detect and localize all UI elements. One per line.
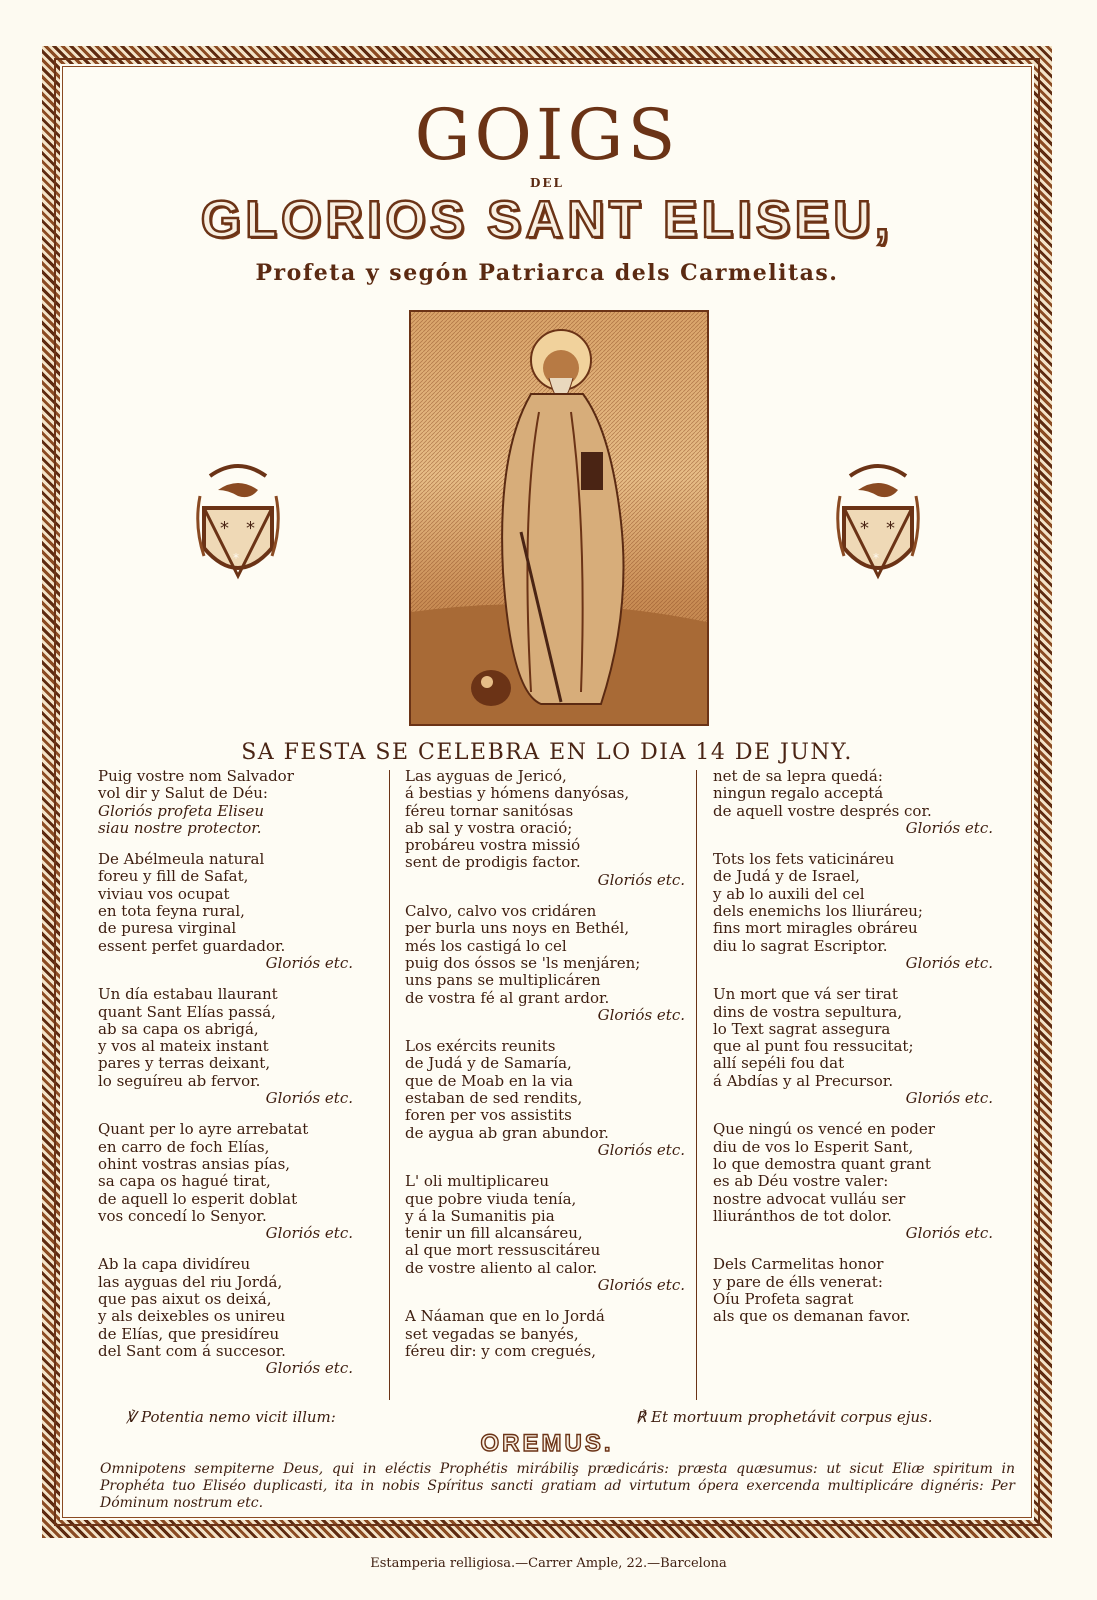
column-divider (389, 770, 390, 1400)
verse-line: dins de vostra sepultura, (713, 1002, 903, 1021)
verse-stanza (98, 986, 353, 1107)
verse-line: vos concedí lo Senyor. (98, 1206, 267, 1225)
svg-text:*: * (246, 518, 255, 539)
refrain-reference: Gloriós etc. (597, 1276, 685, 1295)
verse-line: lo que demostra quant grant (713, 1154, 931, 1173)
verse-line: féreu dir: y com cregués, (405, 1341, 597, 1360)
verse-line: Un mort que vá ser tirat (713, 985, 898, 1004)
verse-line: lo Text sagrat assegura (713, 1019, 891, 1038)
verse-line: de aquell lo esperit doblat (98, 1189, 298, 1208)
verse-line: lo seguíreu ab fervor. (98, 1071, 261, 1090)
verse-line: per burla uns noys en Bethél, (405, 919, 630, 938)
verse-line: essent perfet guardador. (98, 936, 286, 955)
verse-stanza (98, 851, 353, 972)
refrain-reference: Gloriós etc. (265, 1359, 353, 1378)
verse-line: fins mort miragles obráreu (713, 919, 918, 938)
verse-line: Quant per lo ayre arrebatat (98, 1120, 309, 1139)
verse-line: lliuránthos de tot dolor. (713, 1206, 892, 1225)
refrain-reference: Gloriós etc. (597, 1140, 685, 1159)
verse-line: Un día estabau llaurant (98, 985, 278, 1004)
verse-line: de Elías, que presidíreu (98, 1324, 280, 1343)
verse-line: dels enemichs los lliuráreu; (713, 902, 923, 921)
refrain-reference: Gloriós etc. (265, 953, 353, 972)
carmelite-coat-of-arms-left (190, 456, 286, 592)
feast-day-line: SA FESTA SE CELEBRA EN LO DIA 14 DE JUNY. (241, 740, 853, 765)
verse-line: més los castigá lo cel (405, 936, 567, 955)
versicle: ℣ Potentia nemo vicit illum: (126, 1408, 336, 1426)
verse-line: quant Sant Elías passá, (98, 1002, 276, 1021)
verse-line: diu lo sagrat Escriptor. (713, 936, 888, 955)
refrain-reference: Gloriós etc. (265, 1224, 353, 1243)
verse-line: féreu tornar sanitósas (405, 801, 574, 820)
verse-line: de vostra fé al grant ardor. (405, 988, 610, 1007)
closing-prayer: Omnipotens sempiterne Deus, qui in eléctis Prophétis mirábiliş prædicáris: præsta quæsumus: ut sicut Eliæ spiritum in Prophéta tuo Eliséo duplicasti, ita in nobis Spíritus sancti gratiam ad virtutum ópera exercenda multiplicáre dignéris: Per Dóminum nostrum etc. (100, 1461, 1015, 1511)
page-title: GOIGS (414, 94, 680, 176)
verse-line: á bestias y hómens danyósas, (405, 784, 630, 803)
verse-line: foreu y fill de Safat, (98, 867, 249, 886)
verse-line: y als deixebles os unireu (98, 1307, 286, 1326)
verse-line: ab sal y vostra oració; (405, 818, 573, 837)
verse-line: que pobre viuda tenía, (405, 1189, 577, 1208)
verse-line: tenir un fill alcansáreu, (405, 1224, 583, 1243)
verse-line: nostre advocat vulláu ser (713, 1189, 906, 1208)
verse-line: á Abdías y al Precursor. (713, 1071, 894, 1090)
verse-line: de Judá y de Israel, (713, 867, 860, 886)
carmelite-coat-of-arms-right (830, 456, 926, 592)
verse-line: viviau vos ocupat (98, 884, 230, 903)
verse-line: Puig vostre nom Salvador (98, 767, 294, 785)
verse-line: en tota feyna rural, (98, 902, 245, 921)
verse-line: estaban de sed rendits, (405, 1089, 583, 1108)
verse-line: que al punt fou ressucitat; (713, 1037, 914, 1056)
verse-line: pares y terras deixant, (98, 1054, 271, 1073)
verse-stanza (713, 768, 993, 837)
verse-line: Calvo, calvo vos cridáren (405, 902, 597, 921)
verse-stanza (405, 1038, 685, 1159)
refrain-reference: Gloriós etc. (905, 818, 993, 837)
verse-line: sent de prodigis factor. (405, 853, 581, 872)
verse-stanza (713, 851, 993, 972)
verse-line: set vegadas se banyés, (405, 1324, 579, 1343)
verse-stanza (713, 986, 993, 1107)
verse-column-3 (713, 768, 993, 1340)
verse-line: que de Moab en la via (405, 1071, 573, 1090)
verse-line: Dels Carmelitas honor (713, 1255, 884, 1274)
verse-line: L' oli multiplicareu (405, 1172, 550, 1191)
verse-stanza (98, 1256, 353, 1377)
refrain-reference: Gloriós etc. (905, 953, 993, 972)
verse-column-2 (405, 768, 685, 1374)
svg-text:*: * (220, 518, 229, 539)
title-connector: DEL (530, 176, 564, 190)
verse-line: probáreu vostra missió (405, 836, 581, 855)
refrain-line: Gloriós profeta Eliseu (98, 801, 265, 820)
verse-stanza (405, 768, 685, 889)
verse-line: del Sant com á succesor. (98, 1341, 286, 1360)
verse-line: Los exércits reunits (405, 1037, 556, 1056)
verse-line: allí sepéli fou dat (713, 1054, 845, 1073)
saint-name-heading: GLORIOS SANT ELISEU, (200, 191, 894, 249)
svg-text:*: * (873, 551, 879, 565)
refrain-reference: Gloriós etc. (905, 1089, 993, 1108)
refrain-reference: Gloriós etc. (905, 1224, 993, 1243)
verse-line: als que os demanan favor. (713, 1307, 911, 1326)
verse-line: y vos al mateix instant (98, 1037, 269, 1056)
refrain-reference: Gloriós etc. (597, 1005, 685, 1024)
verse-line: de vostre aliento al calor. (405, 1258, 598, 1277)
verse-line: ningun regalo acceptá (713, 784, 884, 803)
verse-line: de puresa virginal (98, 919, 237, 938)
verse-line: es ab Déu vostre valer: (713, 1172, 889, 1191)
verse-stanza (98, 1121, 353, 1242)
verse-line: sa capa os hagué tirat, (98, 1172, 271, 1191)
response: ℟ Et mortuum prophetávit corpus ejus. (636, 1408, 933, 1426)
svg-text:*: * (860, 518, 869, 539)
verse-stanza (98, 768, 353, 837)
svg-text:*: * (233, 551, 239, 565)
verse-stanza (405, 1308, 685, 1360)
saint-elisha-engraving (409, 310, 709, 726)
verse-stanza (405, 903, 685, 1024)
saint-description: Profeta y segón Patriarca dels Carmelitas. (255, 260, 839, 286)
verse-line: De Abélmeula natural (98, 850, 265, 869)
printer-imprint: Estamperia relligiosa.—Carrer Ample, 22.—Barcelona (370, 1556, 727, 1571)
verse-line: ab sa capa os abrigá, (98, 1019, 259, 1038)
verse-line: net de sa lepra quedá: (713, 767, 883, 785)
verse-line: diu de vos lo Esperit Sant, (713, 1137, 914, 1156)
oremus-heading: OREMUS. (480, 1430, 614, 1457)
verse-stanza (405, 1173, 685, 1294)
verse-line: foren per vos assistits (405, 1106, 572, 1125)
verse-line: las ayguas del riu Jordá, (98, 1272, 283, 1291)
verse-line: de aquell vostre després cor. (713, 801, 932, 820)
verse-line: que pas aixut os deixá, (98, 1290, 272, 1309)
verse-line: y á la Sumanitis pia (405, 1206, 555, 1225)
verse-line: Tots los fets vaticináreu (713, 850, 895, 869)
refrain-reference: Gloriós etc. (597, 870, 685, 889)
verse-line: Que ningú os vencé en poder (713, 1120, 935, 1139)
verse-stanza (713, 1121, 993, 1242)
verse-line: de Judá y de Samaría, (405, 1054, 572, 1073)
column-divider (696, 770, 697, 1400)
verse-line: Oíu Profeta sagrat (713, 1290, 854, 1309)
verse-line: Las ayguas de Jericó, (405, 767, 567, 785)
verse-line: A Náaman que en lo Jordá (405, 1307, 605, 1326)
verse-line: uns pans se multiplicáren (405, 971, 601, 990)
verse-stanza (713, 1256, 993, 1325)
verse-line: vol dir y Salut de Déu: (98, 784, 268, 803)
verse-line: y ab lo auxili del cel (713, 884, 865, 903)
verse-column-1 (98, 768, 353, 1392)
verse-line: Ab la capa dividíreu (98, 1255, 251, 1274)
verse-line: puig dos óssos se 'ls menjáren; (405, 953, 641, 972)
verse-line: en carro de foch Elías, (98, 1137, 270, 1156)
verse-line: de aygua ab gran abundor. (405, 1123, 609, 1142)
verse-line: ohint vostras ansias pías, (98, 1154, 291, 1173)
ornamental-border (42, 46, 1052, 1538)
verse-line: y pare de élls venerat: (713, 1272, 883, 1291)
verse-line: al que mort ressuscitáreu (405, 1241, 601, 1260)
svg-text:*: * (886, 518, 895, 539)
refrain-reference: Gloriós etc. (265, 1089, 353, 1108)
refrain-line: siau nostre protector. (98, 818, 262, 837)
